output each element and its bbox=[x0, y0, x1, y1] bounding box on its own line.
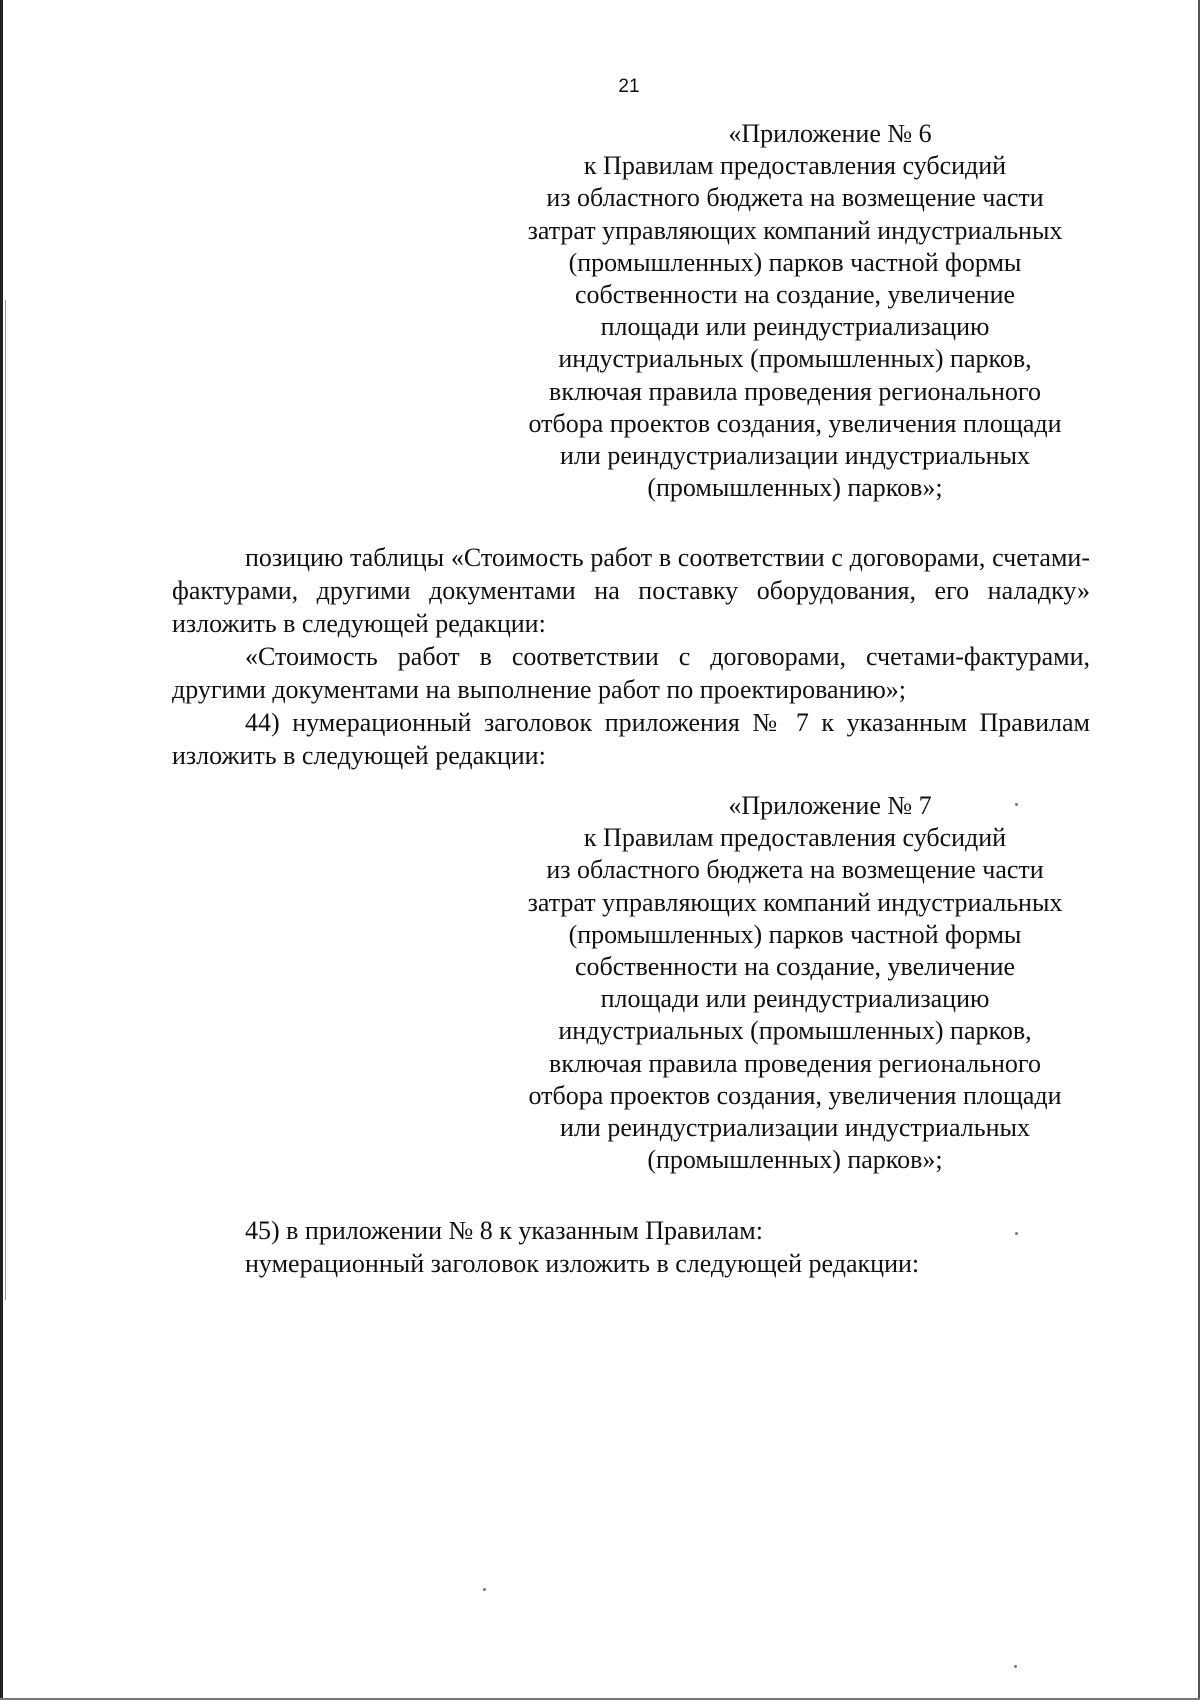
appendix-7-line: к Правилам предоставления субсидий bbox=[583, 823, 1007, 853]
appendix-7-line: отбора проектов создания, увеличения площади bbox=[528, 1080, 1062, 1110]
appendix-6-line: индустриальных (промышленных) парков, bbox=[558, 344, 1032, 374]
paragraph-numbering-header: нумерационный заголовок изложить в следующей редакции: bbox=[245, 1249, 920, 1278]
paragraph-new-wording: «Стоимость работ в соответствии с договорами, счетами-фактурами, другими документами на выполнение работ по проектированию»; bbox=[172, 642, 1090, 704]
appendix-6-line: отбора проектов создания, увеличения площади bbox=[528, 408, 1062, 438]
appendix-6-title: «Приложение № 6 bbox=[728, 119, 932, 148]
scan-speck bbox=[1014, 1665, 1017, 1668]
appendix-7-line: площади или реиндустриализацию bbox=[600, 984, 990, 1014]
appendix-7-line: из областного бюджета на возмещение части bbox=[546, 855, 1044, 885]
appendix-6-line: (промышленных) парков»; bbox=[647, 473, 943, 503]
appendix-7-line: (промышленных) парков»; bbox=[647, 1145, 943, 1175]
body-text-block-2 bbox=[172, 1214, 1090, 1280]
appendix-7-line: (промышленных) парков частной формы bbox=[568, 919, 1022, 949]
appendix-7-title: «Приложение № 7 bbox=[728, 791, 932, 820]
appendix-7-line: или реиндустриализации индустриальных bbox=[560, 1113, 1030, 1143]
paragraph-item-44: 44) нумерационный заголовок приложения № 7 к указанным Правилам изложить в следующей редакции: bbox=[172, 708, 1090, 770]
appendix-6-header bbox=[500, 118, 1090, 504]
appendix-6-line: собственности на создание, увеличение bbox=[574, 280, 1016, 310]
appendix-6-line: площади или реиндустриализацию bbox=[600, 312, 990, 342]
paragraph-table-position: позицию таблицы «Стоимость работ в соответствии с договорами, счетами-фактурами, другими документами на поставку оборудования, его наладку» изложить в следующей редакции: bbox=[172, 543, 1090, 638]
appendix-6-line: затрат управляющих компаний индустриальных bbox=[527, 215, 1063, 245]
appendix-7-line: включая правила проведения регионального bbox=[549, 1048, 1041, 1078]
appendix-6-line: включая правила проведения регионального bbox=[549, 376, 1041, 406]
appendix-6-line: к Правилам предоставления субсидий bbox=[583, 151, 1007, 181]
appendix-6-line: или реиндустриализации индустриальных bbox=[560, 441, 1030, 471]
appendix-6-line: (промышленных) парков частной формы bbox=[568, 247, 1022, 277]
scan-speck bbox=[1015, 1232, 1018, 1235]
appendix-7-line: затрат управляющих компаний индустриальных bbox=[527, 887, 1063, 917]
appendix-7-header bbox=[500, 790, 1090, 1176]
scan-speck bbox=[483, 1588, 486, 1591]
body-text-block-1 bbox=[172, 541, 1090, 772]
page-number: 21 bbox=[618, 76, 640, 97]
appendix-7-line: индустриальных (промышленных) парков, bbox=[558, 1016, 1032, 1046]
scan-edge-left bbox=[0, 0, 3, 1700]
scan-speck bbox=[1015, 803, 1018, 806]
paragraph-item-45: 45) в приложении № 8 к указанным Правилам: bbox=[245, 1216, 763, 1245]
appendix-6-line: из областного бюджета на возмещение части bbox=[546, 183, 1044, 213]
scan-edge-left-inner bbox=[5, 300, 6, 1300]
appendix-7-line: собственности на создание, увеличение bbox=[574, 952, 1016, 982]
